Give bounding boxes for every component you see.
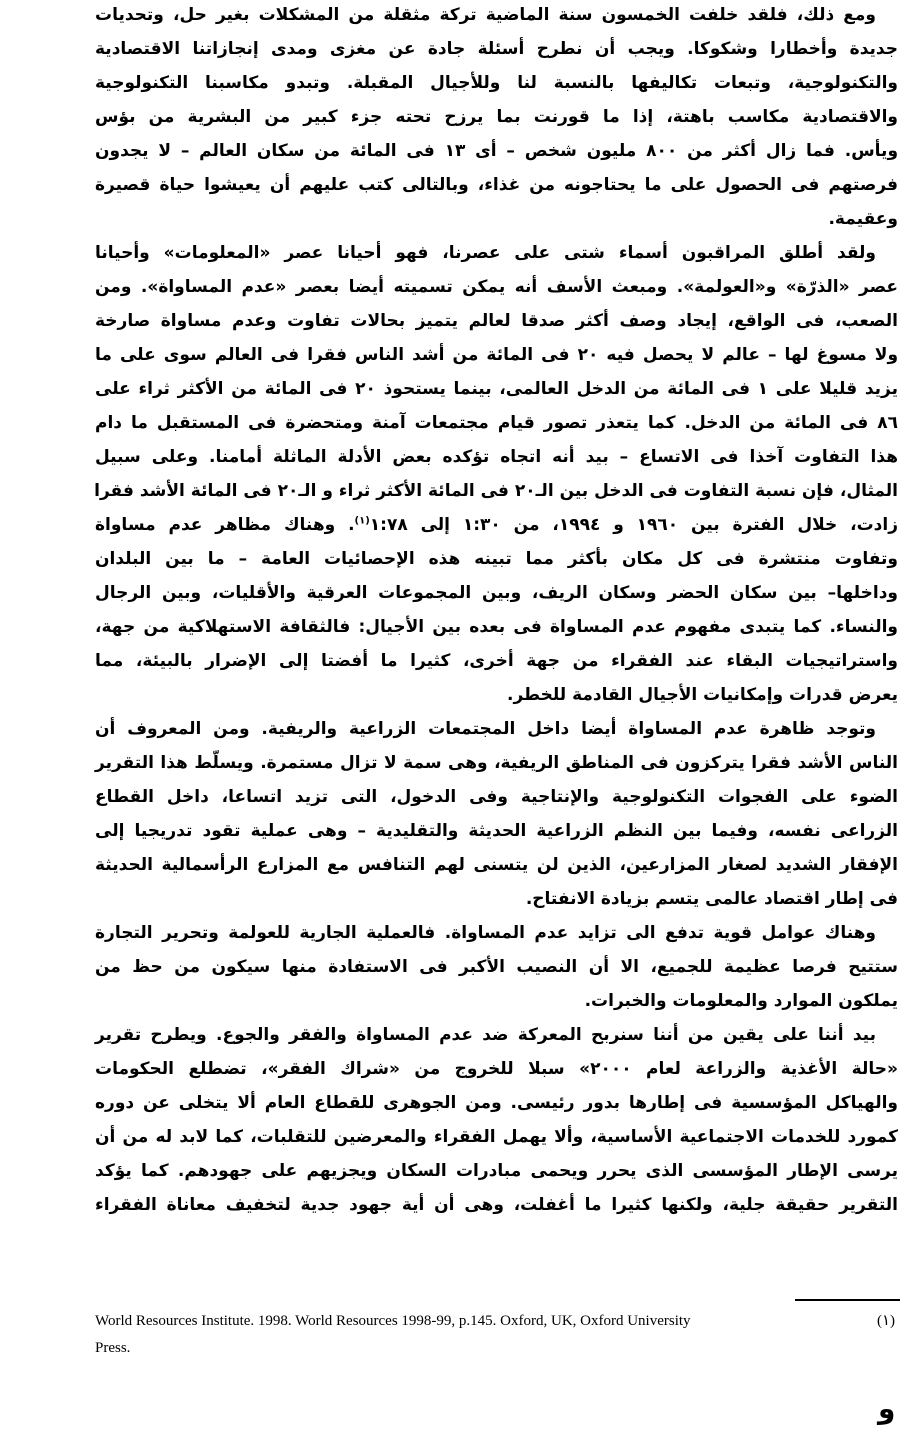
text-line: الضوء على الفجوات التكنولوجية والإنتاجية وفى الدخول، التى تزيد اتساعا، داخل القطاع — [95, 787, 898, 807]
text-line: «حالة الأغذية والزراعة لعام ٢٠٠٠» سبلا للخروج من «شراك الفقر»، تضطلع الحكومات — [95, 1059, 898, 1079]
paragraph — [95, 0, 898, 236]
text-line: والتكنولوجية، وتبعات تكاليفها بالنسبة لنا وللأجيال المقبلة. وتبدو مكاسبنا التكنولوجية — [95, 73, 898, 93]
footnote-text-line2: Press. — [95, 1340, 131, 1356]
text-line: التقرير حقيقة جلية، ولكنها كثيرا ما أغفلت، وهى أن أية جهود جدية لتخفيف معاناة الفقراء — [95, 1195, 898, 1215]
text-line: هذا التفاوت آخذا فى الاتساع – بيد أنه اتجاه تؤكده بعض الأدلة الماثلة أمامنا. وعلى سبيل — [95, 447, 898, 467]
text-line: ومع ذلك، فلقد خلفت الخمسون سنة الماضية تركة مثقلة من المشكلات بغير حل، وتحديات — [95, 5, 876, 25]
text-segment: . وهناك مظاهر عدم مساواة — [95, 515, 355, 535]
paragraph — [95, 236, 898, 712]
text-line: الزراعى نفسه، وفيما بين النظم الزراعية الحديثة والتقليدية – وهى عملية تقود تدريجيا إلى — [95, 821, 898, 841]
text-line: عصر «الذرّة» و«العولمة». ومبعث الأسف أنه يمكن تسميته أيضا بعصر «عدم المساواة». ومن — [95, 277, 898, 297]
text-segment: زادت، خلال الفترة بين ١٩٦٠ و ١٩٩٤، من ١:٣٠ إلى ١:٧٨ — [369, 515, 899, 535]
text-line — [95, 508, 898, 542]
text-line: والنساء. كما يتبدى مفهوم عدم المساواة فى بعده بين الأجيال: فالثقافة الاستهلاكية من جهة، — [95, 617, 898, 637]
text-line: ستتيح فرصا عظيمة للجميع، الا أن النصيب الأكبر فى الاستفادة منها سيكون من حظ من — [95, 957, 898, 977]
paragraph — [95, 1018, 898, 1222]
text-line: الصعب، فى الواقع، إيجاد وصف أكثر صدقا لعالم يتميز بحالات تفاوت وعدم مساواة صارخة — [95, 311, 898, 331]
text-line: وتفاوت منتشرة فى كل مكان بأكثر مما تبينه هذه الإحصائيات العامة – ما بين البلدان — [95, 549, 898, 569]
text-line: واستراتيجيات البقاء عند الفقراء من جهة أخرى، كثيرا ما أفضتا إلى الإضرار بالبيئة، مما — [95, 651, 898, 671]
text-line: ولقد أطلق المراقبون أسماء شتى على عصرنا، فهو أحيانا عصر «المعلومات» وأحيانا — [95, 243, 876, 263]
text-line: فى إطار اقتصاد عالمى يتسم بزيادة الانفتاح. — [525, 889, 898, 909]
text-line: الإفقار الشديد لصغار المزارعين، الذين لن يتسنى لهم التنافس مع المزارع الرأسمالية الحديثة — [95, 855, 898, 875]
footnote-divider — [795, 1299, 900, 1301]
text-line: يرسى الإطار المؤسسى الذى يحرر ويحمى مبادرات السكان ويجزيهم على جهودهم. كما يؤكد — [95, 1161, 898, 1181]
paragraph — [95, 712, 898, 916]
text-line: المثال، فإن نسبة التفاوت فى الدخل بين الـ٢٠ فى المائة الأكثر ثراء و الـ٢٠ فى المائة الأشد فقرا — [94, 481, 898, 501]
text-line: والهياكل المؤسسية فى إطارها بدور رئيسى. ومن الجوهرى للقطاع العام ألا يتخلى عن دوره — [95, 1093, 898, 1113]
text-line: وهناك عوامل قوية تدفع الى تزايد عدم المساواة. فالعملية الجارية للعولمة وتحرير التجارة — [95, 923, 876, 943]
text-line: يزيد قليلا على ١ فى المائة من الدخل العالمى، بينما يستحوذ ٢٠ فى المائة من الأكثر ثراء على — [95, 379, 898, 399]
paragraph — [95, 916, 898, 1018]
footnote-text-line1: World Resources Institute. 1998. World Resources 1998-99, p.145. Oxford, UK, Oxford University — [95, 1313, 691, 1329]
footnote-marker: (١) — [876, 1313, 895, 1329]
text-line: وعقيمة. — [828, 209, 898, 229]
body-text — [95, 0, 898, 1222]
text-line: فرصتهم فى الحصول على ما يحتاجونه من غذاء، وبالتالى كتب عليهم أن يعيشوا حياة قصيرة — [95, 175, 898, 195]
text-line: ولا مسوغ لها – عالم لا يحصل فيه ٢٠ فى المائة من أشد الناس فقرا فى العالم سوى على ما — [95, 345, 899, 365]
text-line: يعرض قدرات وإمكانيات الأجيال القادمة للخطر. — [506, 685, 898, 705]
text-line: جديدة وأخطارا وشكوكا. ويجب أن نطرح أسئلة جادة عن مغزى ومدى إنجازاتنا الاقتصادية — [95, 39, 898, 59]
text-line: ٨٦ فى المائة من الدخل. كما يتعذر تصور قيام مجتمعات آمنة ومتحضرة فى المستقبل ما دام — [95, 413, 898, 433]
text-line: الناس الأشد فقرا يتركزون فى المناطق الريفية، وهى سمة لا تزال مستمرة. ويسلّط هذا التقرير — [95, 753, 898, 773]
text-line: ويأس. فما زال أكثر من ٨٠٠ مليون شخص – أى ١٣ فى المائة من سكان العالم – لا يجدون — [95, 141, 899, 161]
footnote-reference[interactable]: (١) — [354, 515, 370, 527]
text-line: وتوجد ظاهرة عدم المساواة أيضا داخل المجتمعات الزراعية والريفية. ومن المعروف أن — [95, 719, 876, 739]
text-line: بيد أننا على يقين من أننا سنربح المعركة ضد عدم المساواة والفقر والجوع. ويطرح تقرير — [95, 1025, 876, 1045]
text-line: والاقتصادية مكاسب باهتة، إذا ما قورنت بما يرزح تحته جزء كبير من البشرية من بؤس — [95, 107, 898, 127]
page-number: و — [878, 1392, 896, 1425]
footnote — [95, 1308, 895, 1362]
text-line: وداخلها– بين سكان الحضر وسكان الريف، وبين المجموعات العرقية والأقليات، وبين الرجال — [95, 583, 898, 603]
text-line: كمورد للخدمات الاجتماعية الأساسية، وألا يهمل الفقراء والمعرضين للتقلبات، كما لابد له من أن — [95, 1127, 898, 1147]
text-line: يملكون الموارد والمعلومات والخبرات. — [584, 991, 898, 1011]
